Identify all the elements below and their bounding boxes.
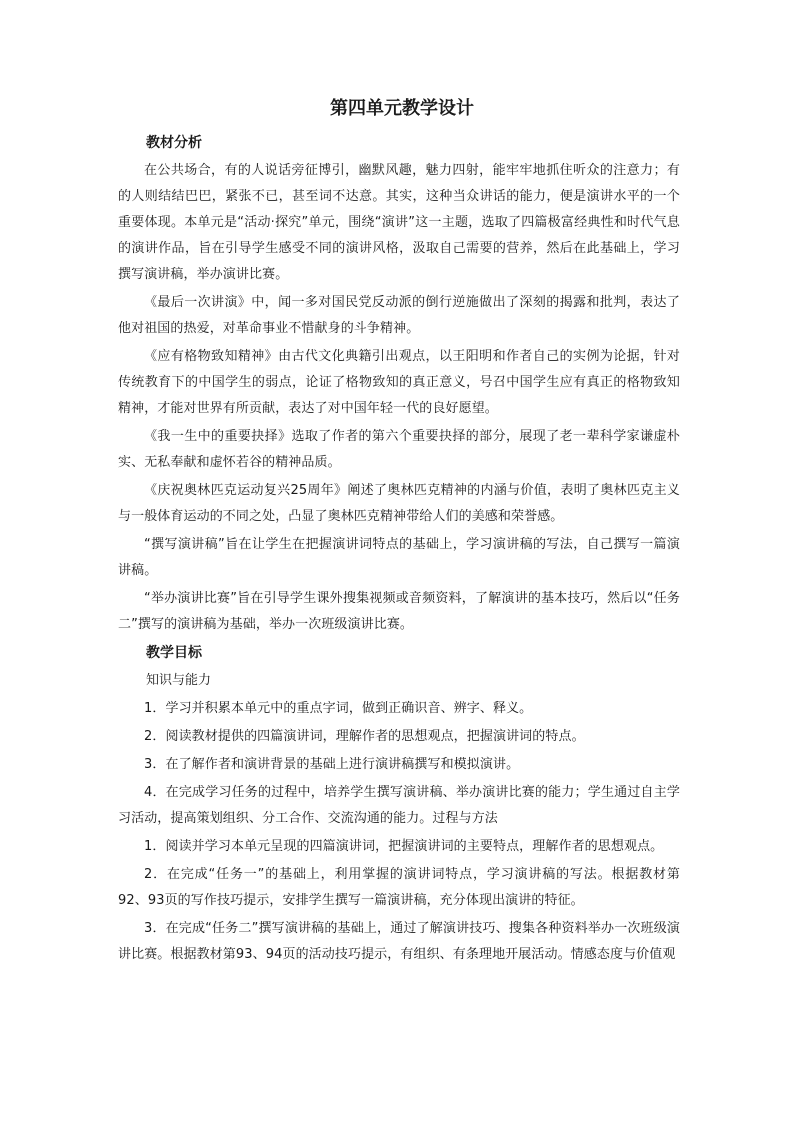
- objective-item: 2．在完成“任务一”的基础上，利用掌握的演讲词特点，学习演讲稿的写法。根据教材第92、93页的写作技巧提示，安排学生撰写一篇演讲稿，充分体现出演讲的特征。: [118, 867, 680, 908]
- paragraph: 《应有格物致知精神》由古代文化典籍引出观点，以王阳明和作者自己的实例为论据，针对传统教育下的中国学生的弱点，论证了格物致知的真正意义，号召中国学生应有真正的格物致知精神，才能对世界有所贡献，表达了对中国年轻一代的良好愿望。: [118, 349, 680, 416]
- objective-item: 4．在完成学习任务的过程中，培养学生撰写演讲稿、举办演讲比赛的能力；学生通过自主学习活动，提高策划组织、分工合作、交流沟通的能力。过程与方法: [118, 785, 680, 826]
- objective-item: 2．阅读教材提供的四篇演讲词，理解作者的思想观点，把握演讲词的特点。: [144, 729, 585, 744]
- objective-item: 1．阅读并学习本单元呈现的四篇演讲词，把握演讲词的主要特点，理解作者的思想观点。: [144, 839, 664, 854]
- section-heading-objectives: 教学目标: [146, 645, 202, 661]
- objective-item: 3．在完成“任务二”撰写演讲稿的基础上，通过了解演讲技巧、搜集各种资料举办一次班级演讲比赛。根据教材第93、94页的活动技巧提示，有组织、有条理地开展活动。情感态度与价值观: [118, 921, 680, 962]
- document-page: [118, 96, 680, 970]
- paragraph: 《最后一次讲演》中，闻一多对国民党反动派的倒行逆施做出了深刻的揭露和批判，表达了他对祖国的热爱，对革命事业不惜献身的斗争精神。: [118, 295, 680, 336]
- paragraph: “撰写演讲稿”旨在让学生在把握演讲词特点的基础上，学习演讲稿的写法，自己撰写一篇演讲稿。: [118, 537, 680, 578]
- section-heading-analysis: 教材分析: [146, 135, 202, 151]
- paragraph: “举办演讲比赛”旨在引导学生课外搜集视频或音频资料，了解演讲的基本技巧，然后以“任务二”撰写的演讲稿为基础，举办一次班级演讲比赛。: [118, 591, 680, 632]
- subheading-knowledge-ability: 知识与能力: [146, 673, 212, 688]
- objective-item: 3．在了解作者和演讲背景的基础上进行演讲稿撰写和模拟演讲。: [144, 757, 520, 772]
- paragraph: 《庆祝奥林匹克运动复兴25周年》阐述了奥林匹克精神的内涵与价值，表明了奥林匹克主义与一般体育运动的不同之处，凸显了奥林匹克精神带给人们的美感和荣誉感。: [118, 483, 680, 524]
- paragraph: 在公共场合，有的人说话旁征博引，幽默风趣，魅力四射，能牢牢地抓住听众的注意力；有的人则结结巴巴，紧张不已，甚至词不达意。其实，这种当众讲话的能力，便是演讲水平的一个重要体现。本单元是“活动·探究”单元，围绕“演讲”这一主题，选取了四篇极富经典性和时代气息的演讲作品，旨在引导学生感受不同的演讲风格，汲取自己需要的营养，然后在此基础上，学习撰写演讲稿，举办演讲比赛。: [118, 163, 680, 282]
- page-title: 第四单元教学设计: [330, 98, 474, 119]
- paragraph: 《我一生中的重要抉择》选取了作者的第六个重要抉择的部分，展现了老一辈科学家谦虚朴实、无私奉献和虚怀若谷的精神品质。: [118, 429, 680, 470]
- objective-item: 1．学习并积累本单元中的重点字词，做到正确识音、辨字、释义。: [144, 701, 533, 716]
